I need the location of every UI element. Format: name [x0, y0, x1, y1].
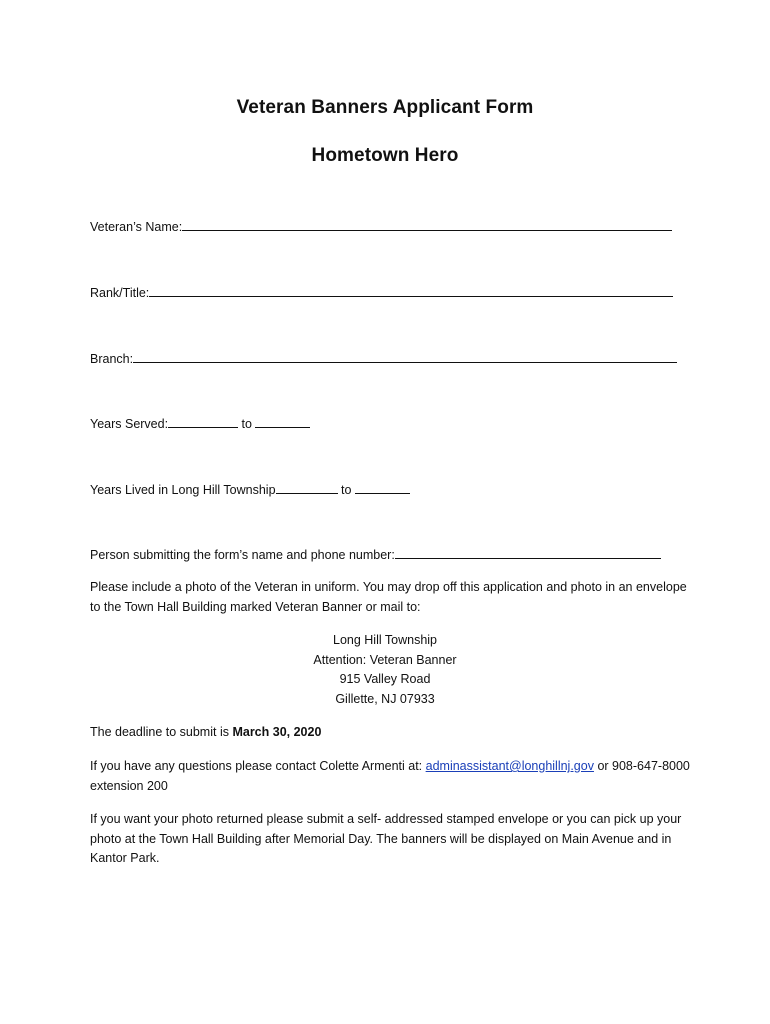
branch-label: Branch: — [90, 352, 134, 366]
contact-suffix: or 908-647-8000 extension 200 — [90, 759, 690, 793]
mailing-address — [0, 631, 770, 709]
veteran-name-field — [90, 218, 672, 234]
contact-prefix: If you have any questions please contact Colette Armenti at: — [90, 759, 426, 773]
years-lived-to-label: to — [341, 483, 352, 497]
address-line-4: Gillette, NJ 07933 — [335, 691, 435, 706]
branch-input-line[interactable] — [133, 350, 677, 363]
submitter-field — [90, 546, 661, 562]
deadline-text — [90, 723, 690, 743]
branch-field — [90, 350, 677, 366]
years-served-field — [90, 415, 310, 431]
photo-instructions: Please include a photo of the Veteran in uniform. You may drop off this application and photo in an envelope to the Town Hall Building marked Veteran Banner or mail to: — [90, 580, 687, 614]
submitter-input-line[interactable] — [395, 546, 661, 559]
years-served-label: Years Served: — [90, 417, 169, 431]
years-lived-to-line[interactable] — [355, 481, 410, 494]
years-served-to-label: to — [241, 417, 252, 431]
years-served-to-line[interactable] — [255, 415, 310, 428]
address-line-3: 915 Valley Road — [339, 672, 431, 686]
form-subtitle: Hometown Hero — [311, 145, 459, 166]
contact-email-link[interactable]: adminassistant@longhillnj.gov — [425, 759, 594, 773]
address-line-1: Long Hill Township — [333, 633, 437, 647]
deadline-prefix: The deadline to submit is — [90, 725, 233, 739]
years-lived-from-line[interactable] — [276, 481, 338, 494]
years-lived-field — [90, 481, 410, 497]
rank-title-input-line[interactable] — [149, 284, 673, 297]
years-lived-label: Years Lived in Long Hill Township — [90, 483, 276, 497]
veteran-name-input-line[interactable] — [182, 218, 672, 231]
deadline-date: March 30, 2020 — [232, 725, 322, 739]
submitter-label: Person submitting the form’s name and phone number: — [90, 548, 395, 562]
rank-title-label: Rank/Title: — [90, 286, 150, 300]
years-served-from-line[interactable] — [168, 415, 238, 428]
photo-return-text: If you want your photo returned please submit a self- addressed stamped envelope or you can pick up your photo at the Town Hall Building after Memorial Day. The banners will be displayed on Main Avenue and in Kantor Park. — [90, 812, 682, 865]
form-title: Veteran Banners Applicant Form — [236, 97, 534, 118]
contact-text — [90, 757, 690, 796]
rank-title-field — [90, 284, 673, 300]
veteran-name-label: Veteran’s Name: — [90, 220, 183, 234]
address-line-2: Attention: Veteran Banner — [313, 652, 457, 667]
